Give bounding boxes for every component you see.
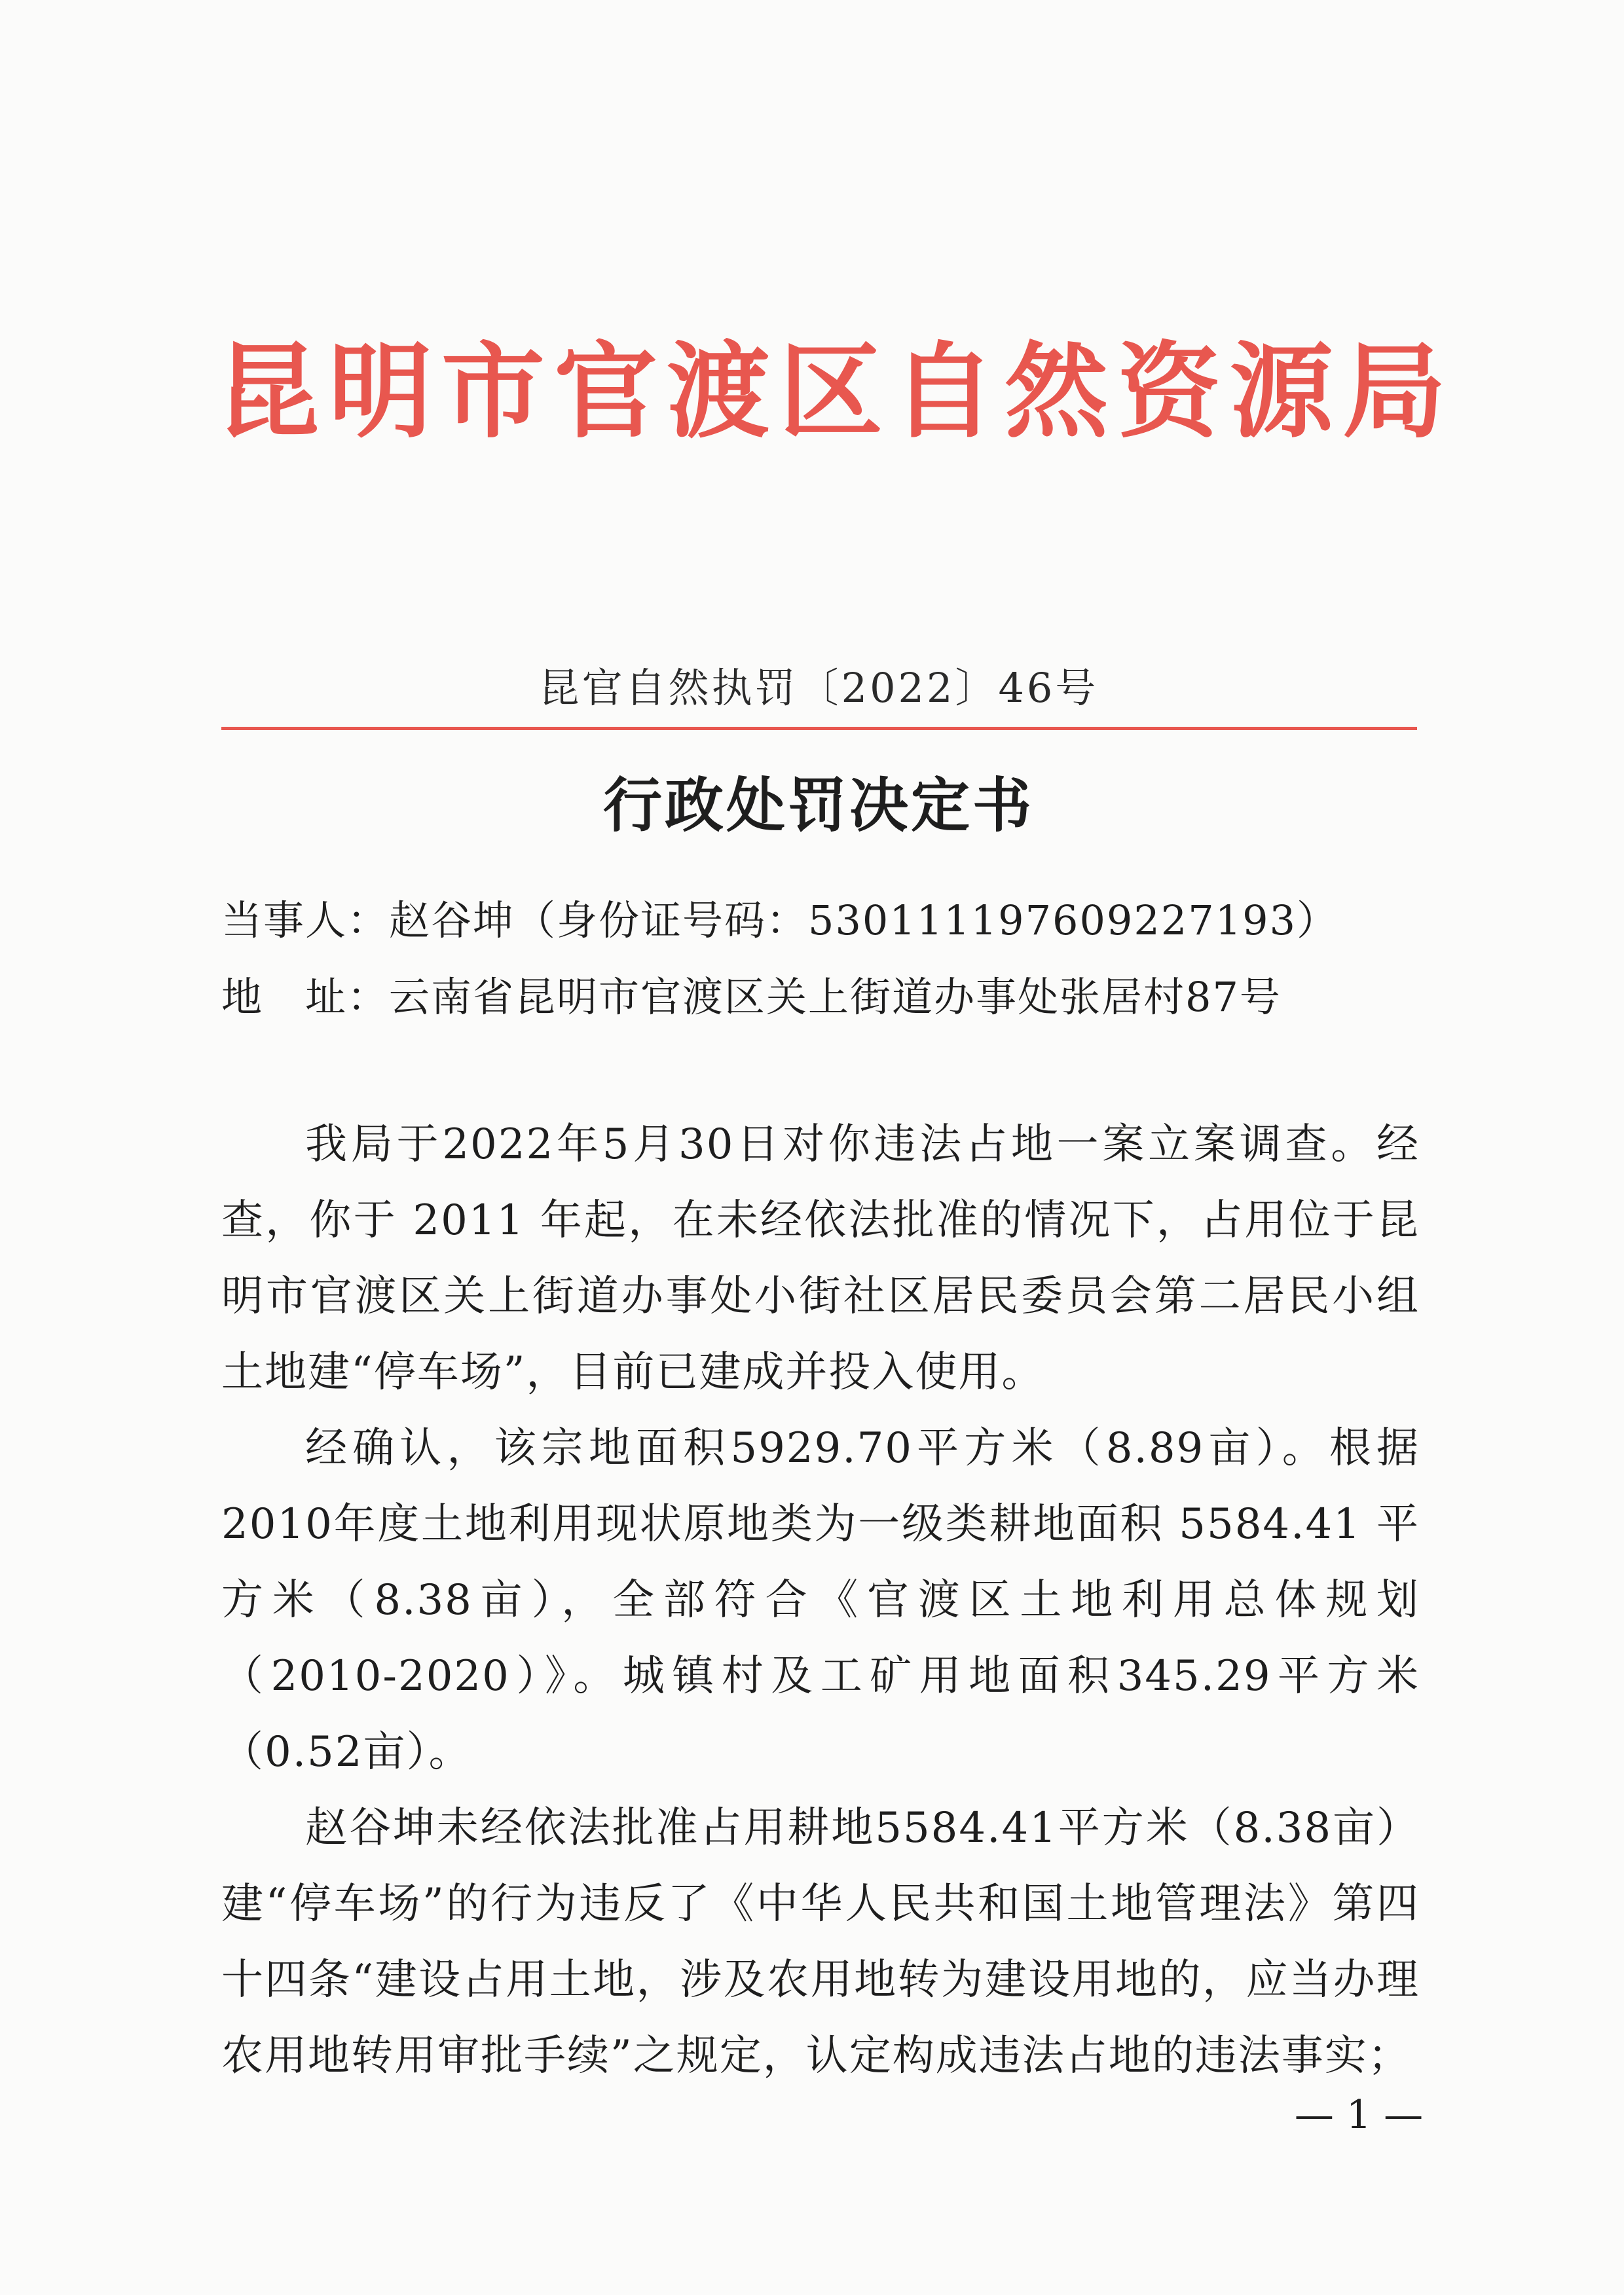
document-title: 行政处罚决定书	[603, 771, 1034, 840]
decision-body	[221, 1107, 1420, 2094]
paragraph-investigation: 我局于2022年5月30日对你违法占地一案立案调查。经查，你于 2011 年起，在未经依法批准的情况下，占用位于昆明市官渡区关上街道办事处小街社区居民委员会第二居民小组土地建“停车场”，目前已建成并投入使用。	[221, 1120, 1420, 1397]
document-number: 昆官自然执罚〔2022〕46号	[538, 664, 1099, 712]
page-number: — 1 —	[1294, 2092, 1424, 2138]
party-name-line: 当事人：赵谷坤（身份证号码：530111197609227193）	[221, 896, 1339, 944]
issuing-authority-header: 昆明市官渡区自然资源局	[216, 332, 1455, 452]
paragraph-land-area: 经确认，该宗地面积5929.70平方米（8.89亩）。根据2010年度土地利用现状原地类为一级类耕地面积 5584.41 平方米（8.38亩），全部符合《官渡区土地利用总体规划（2010-2020）》。城镇村及工矿用地面积345.29平方米（0.52亩）。	[221, 1424, 1420, 1776]
party-address-line: 地 址：云南省昆明市官渡区关上街道办事处张居村87号	[221, 973, 1282, 1021]
paragraph-violation: 赵谷坤未经依法批准占用耕地5584.41平方米（8.38亩）建“停车场”的行为违反了《中华人民共和国土地管理法》第四十四条“建设占用土地，涉及农用地转为建设用地的，应当办理农用地转用审批手续”之规定，认定构成违法占地的违法事实；	[221, 1804, 1420, 2080]
red-separator-line	[221, 727, 1417, 730]
